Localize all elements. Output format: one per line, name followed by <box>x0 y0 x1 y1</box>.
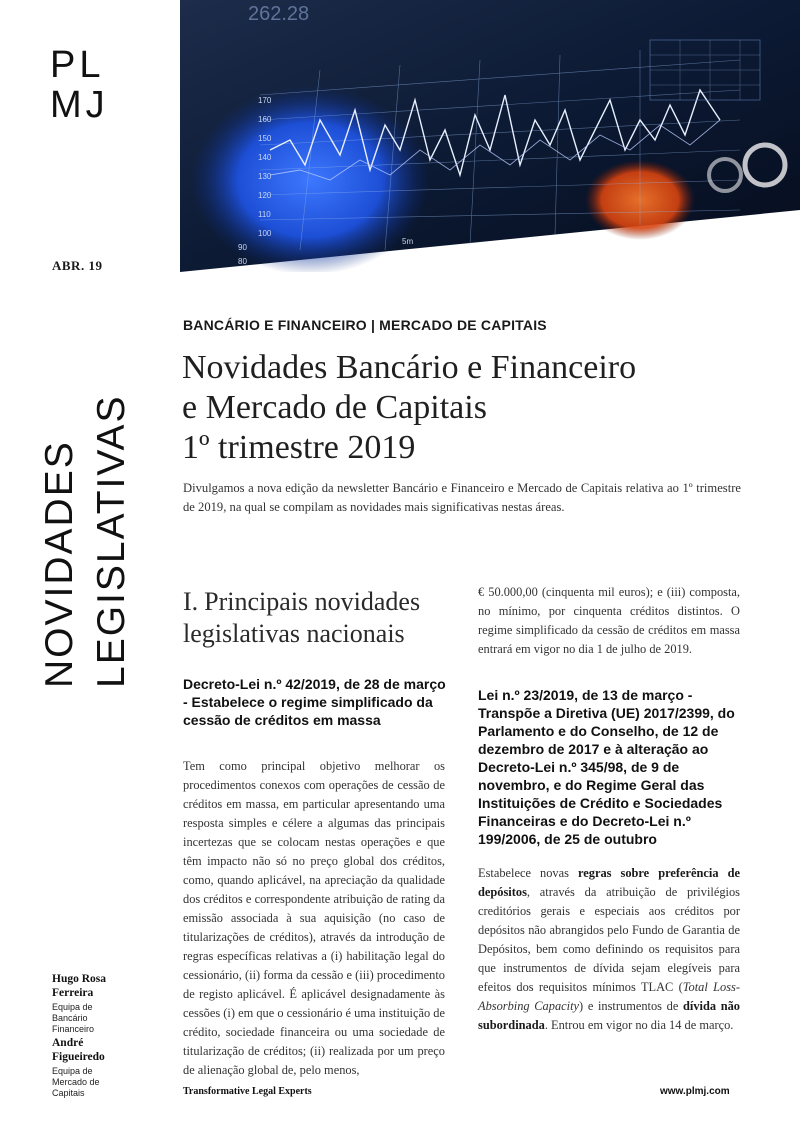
author-block <box>52 1036 162 1099</box>
article-2-body <box>478 864 740 1035</box>
plmj-logo <box>50 46 140 126</box>
category-label: BANCÁRIO E FINANCEIRO | MERCADO DE CAPITAIS <box>183 317 547 333</box>
hero-axis-tick: 140 <box>258 153 272 162</box>
hero-axis-tick: 170 <box>258 96 272 105</box>
article-2-emphasis: regras sobre preferência de depósitos <box>478 866 740 899</box>
hero-axis-tick: 80 <box>238 257 247 266</box>
author-team-line: Financeiro <box>52 1024 95 1034</box>
logo-line-1: PL <box>50 44 105 86</box>
article-1-continuation: € 50.000,00 (cinquenta mil euros); e (iii) composta, no mínimo, por cinquenta créditos distintos. O regime simplificado da cessão de créditos em massa entrará em vigor no dia 1 de julho de 2019. <box>478 585 740 656</box>
author-name-line: André <box>52 1037 84 1049</box>
author-team-line: Mercado de <box>52 1077 100 1087</box>
article-2-text: Estabelece novas <box>478 866 578 880</box>
hero-financial-chart-image <box>180 0 800 272</box>
title-line-2: e Mercado de Capitais <box>182 389 487 426</box>
vertical-title-line-2: LEGISLATIVAS <box>90 394 133 688</box>
author-team-line: Equipa de <box>52 1002 93 1012</box>
hero-axis-tick: 150 <box>258 134 272 143</box>
hero-axis-tick: 130 <box>258 172 272 181</box>
hero-axis-tick: 160 <box>258 115 272 124</box>
author-team <box>52 1002 162 1035</box>
hero-axis-tick: 90 <box>238 243 247 252</box>
author-team-line: Capitais <box>52 1088 85 1098</box>
hero-ticker-value: 262.28 <box>248 3 310 25</box>
author-team-line: Bancário <box>52 1013 88 1023</box>
hero-axis-x-label: 5m <box>402 237 414 246</box>
author-team-line: Equipa de <box>52 1066 93 1076</box>
article-1-heading: Decreto-Lei n.º 42/2019, de 28 de março - Estabelece o regime simplificado da cessão de créditos em massa <box>183 676 446 728</box>
author-team <box>52 1066 162 1099</box>
article-1-body: Tem como principal objetivo melhorar os procedimentos conexos com operações de cessão de créditos em massa, em particular apresentando uma resposta simples e célere a algumas das principais incertezas que se colocam nestas operações e que têm impacto não só no preço global dos créditos, como, quando aplicável, na apreciação da qualidade dos créditos e correspondente atribuição de rating da emissão associada à sua aquisição (no caso de titularizações de créditos), através da introdução de regras específicas relativas a (i) habilitação legal do cessionário, (ii) forma da cessão e (iii) procedimento de registo aplicável. É aplicável designadamente às cessões (i) em que o cessionário é uma instituição de crédito, sociedade financeira ou uma sociedade de titularização de créditos; (ii) realizada por um preço de alienação global de, pelo menos, <box>183 759 445 1077</box>
section-title-line-1: Principais novidades <box>204 587 421 616</box>
footer-website-link[interactable]: www.plmj.com <box>660 1086 730 1097</box>
hero-axis-tick: 100 <box>258 229 272 238</box>
article-2-text: ) e instrumentos de <box>579 999 683 1013</box>
vertical-title-line-1: NOVIDADES <box>38 440 81 688</box>
hero-axis-tick: 120 <box>258 191 272 200</box>
article-2-heading: Lei n.º 23/2019, de 13 de março - Transpõe a Diretiva (UE) 2017/2399, do Parlamento e do Conselho, de 12 de dezembro de 2017 e à alteração ao Decreto-Lei n.º 345/98, de 9 de novembro, e do Regime Geral das Instituições de Crédito e Sociedades Financeiras e do Decreto-Lei n.º 199/2006, de 25 de outubro <box>478 687 735 847</box>
article-2-italic: Total Loss-Absorbing Capacity <box>478 980 740 1013</box>
author-name-line: Ferreira <box>52 987 94 999</box>
footer-tagline: Transformative Legal Experts <box>183 1086 312 1097</box>
newsletter-title <box>182 348 762 468</box>
author-name-line: Figueiredo <box>52 1051 105 1063</box>
article-2-text: . Entrou em vigor no dia 14 de março. <box>544 1018 734 1032</box>
section-title-line-2: legislativas nacionais <box>183 619 405 648</box>
vertical-section-title <box>32 318 142 688</box>
logo-line-2: MJ <box>50 84 109 126</box>
title-line-1: Novidades Bancário e Financeiro <box>182 349 637 386</box>
intro-paragraph: Divulgamos a nova edição da newsletter Bancário e Financeiro e Mercado de Capitais relativa ao 1º trimestre de 2019, na qual se compilam as novidades mais significativas nestas áreas. <box>183 481 741 514</box>
section-number: I. <box>183 587 199 616</box>
hero-axis-tick: 110 <box>258 210 271 219</box>
article-2-emphasis: dívida não subordinada <box>478 999 740 1032</box>
section-heading <box>183 586 463 650</box>
author-name-line: Hugo Rosa <box>52 973 106 985</box>
author-block <box>52 972 162 1035</box>
issue-date: ABR. 19 <box>52 258 103 273</box>
title-line-3: 1º trimestre 2019 <box>182 429 416 466</box>
article-2-text: , através da atribuição de privilégios creditórios gerais e especiais aos créditos por depósitos não abrangidos pelo Fundo de Garantia de Depósitos, bem como definindo os requisitos para que instrumentos de dívida sejam elegíveis para efeitos dos requisitos mínimos TLAC ( <box>478 885 740 994</box>
